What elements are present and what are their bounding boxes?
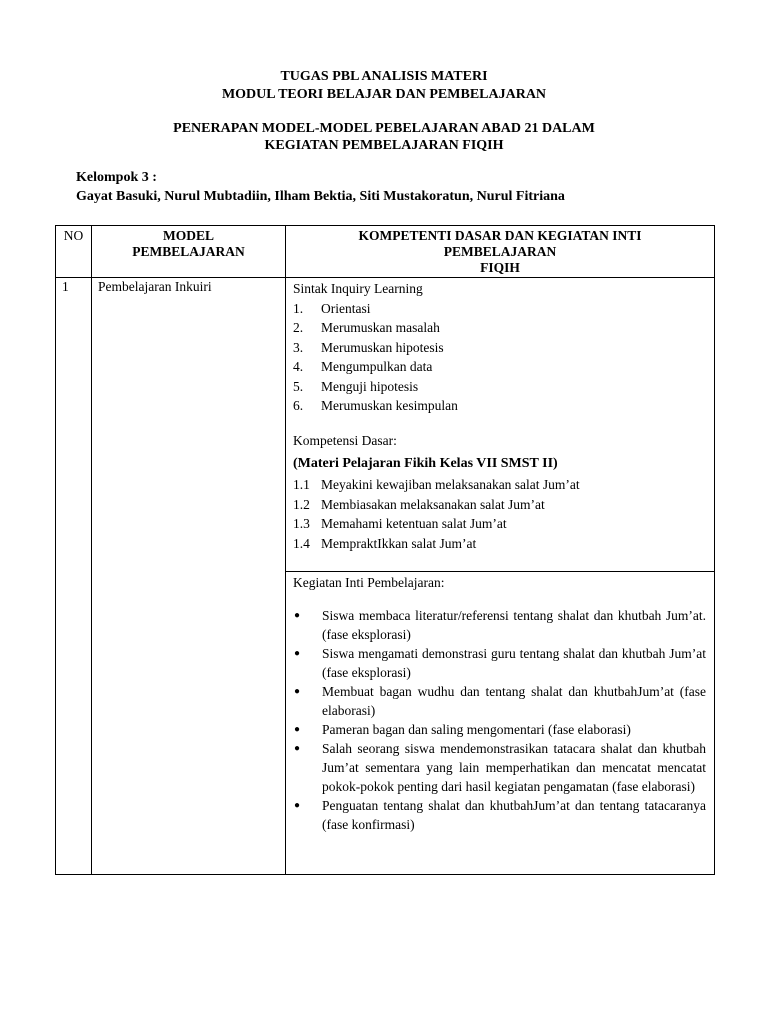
list-item <box>293 514 708 534</box>
activities-title: Kegiatan Inti Pembelajaran: <box>293 575 445 590</box>
list-item-number: 1.3 <box>293 516 310 531</box>
bullet-icon: ● <box>294 685 301 697</box>
syntax-steps-list <box>293 299 708 416</box>
doc-subtitle-line2: KEGIATAN PEMBELAJARAN FIQIH <box>264 138 504 153</box>
list-item-text: Salah seorang siswa mendemonstrasikan tatacara shalat dan khutbah Jum’at sementara yang lain memperhatikan dan mencatat mencatat pokok-pokok penting dari hasil kegiatan pengamatan (fase elaborasi) <box>322 740 706 794</box>
doc-title-line1: TUGAS PBL ANALISIS MATERI <box>280 69 488 84</box>
list-item-text: MempraktIkkan salat Jum’at <box>321 535 477 551</box>
bullet-icon: ● <box>294 742 301 754</box>
header-no <box>56 226 92 278</box>
list-item-text: Merumuskan masalah <box>321 320 440 335</box>
list-item-text: Siswa mengamati demonstrasi guru tentang shalat dan khutbah Jum’at (fase eksplorasi) <box>322 645 706 680</box>
list-item-number: 1.2 <box>293 496 310 512</box>
header-kd-line2: PEMBELAJARAN <box>443 244 557 259</box>
list-item <box>293 720 706 739</box>
group-label: Kelompok 3 : <box>76 170 157 185</box>
list-item-text: Penguatan tentang shalat dan khutbahJum’at dan tentang tatacaranya (fase konfirmasi) <box>322 797 706 832</box>
header-kd <box>286 226 715 278</box>
bullet-icon: ● <box>294 799 301 811</box>
table-header-row <box>56 226 715 278</box>
list-item <box>293 357 708 377</box>
list-item-number: 1. <box>293 300 304 316</box>
list-item <box>293 606 706 644</box>
header-model <box>92 226 286 278</box>
list-item <box>293 534 708 554</box>
list-item-number: 1.1 <box>293 477 310 492</box>
list-item-text: Membiasakan melaksanakan salat Jum’at <box>321 496 545 512</box>
list-item-text: Merumuskan hipotesis <box>321 339 444 355</box>
doc-subtitle-line1: PENERAPAN MODEL-MODEL PEBELAJARAN ABAD 21 DALAM <box>173 121 595 136</box>
list-item <box>293 644 706 682</box>
header-model-line1: MODEL <box>162 228 214 243</box>
activities-cell <box>286 572 715 875</box>
activities-list <box>293 606 706 834</box>
header-no-label: NO <box>63 228 84 243</box>
list-item-number: 3. <box>293 339 304 355</box>
table-row <box>56 278 715 572</box>
kd-title: Kompetensi Dasar: <box>293 432 397 448</box>
syntax-and-kd-cell <box>286 278 715 572</box>
list-item-number: 1.4 <box>293 535 310 551</box>
list-item <box>293 396 708 416</box>
list-item-number: 5. <box>293 378 304 394</box>
list-item <box>293 739 706 796</box>
header-kd-line3: FIQIH <box>480 260 520 275</box>
list-item-text: Meyakini kewajiban melaksanakan salat Jum’at <box>321 477 580 492</box>
row-no: 1 <box>56 278 92 875</box>
list-item-number: 2. <box>293 320 304 335</box>
list-item <box>293 495 708 515</box>
list-item-text: Memahami ketentuan salat Jum’at <box>321 516 507 531</box>
bullet-icon: ● <box>294 609 301 621</box>
list-item-text: Menguji hipotesis <box>321 378 419 394</box>
materi-title: (Materi Pelajaran Fikih Kelas VII SMST II) <box>293 456 558 471</box>
list-item <box>293 475 708 495</box>
header-model-line2: PEMBELAJARAN <box>132 244 245 259</box>
header-kd-line1: KOMPETENTI DASAR DAN KEGIATAN INTI <box>358 228 642 243</box>
list-item-number: 6. <box>293 398 304 413</box>
list-item <box>293 299 708 319</box>
list-item-text: Membuat bagan wudhu dan tentang shalat dan khutbahJum’at (fase elaborasi) <box>322 683 706 718</box>
list-item <box>293 682 706 720</box>
bullet-icon: ● <box>294 647 301 659</box>
group-members: Gayat Basuki, Nurul Mubtadiin, Ilham Bektia, Siti Mustakoratun, Nurul Fitriana <box>76 189 565 204</box>
list-item <box>293 796 706 834</box>
list-item <box>293 377 708 397</box>
learning-model-table <box>55 225 715 875</box>
syntax-title: Sintak Inquiry Learning <box>293 281 423 296</box>
bullet-icon: ● <box>294 723 301 735</box>
kd-items-list <box>293 475 708 553</box>
list-item-text: Orientasi <box>321 300 371 316</box>
list-item <box>293 318 708 338</box>
list-item <box>293 338 708 358</box>
doc-title-line2: MODUL TEORI BELAJAR DAN PEMBELAJARAN <box>221 87 547 102</box>
list-item-text: Merumuskan kesimpulan <box>321 398 458 413</box>
list-item-text: Siswa membaca literatur/referensi tentang shalat dan khutbah Jum’at. (fase eksplorasi) <box>322 607 706 642</box>
list-item-text: Pameran bagan dan saling mengomentari (fase elaborasi) <box>322 721 631 737</box>
row-model: Pembelajaran Inkuiri <box>92 278 286 875</box>
list-item-number: 4. <box>293 359 304 374</box>
list-item-text: Mengumpulkan data <box>321 359 433 374</box>
